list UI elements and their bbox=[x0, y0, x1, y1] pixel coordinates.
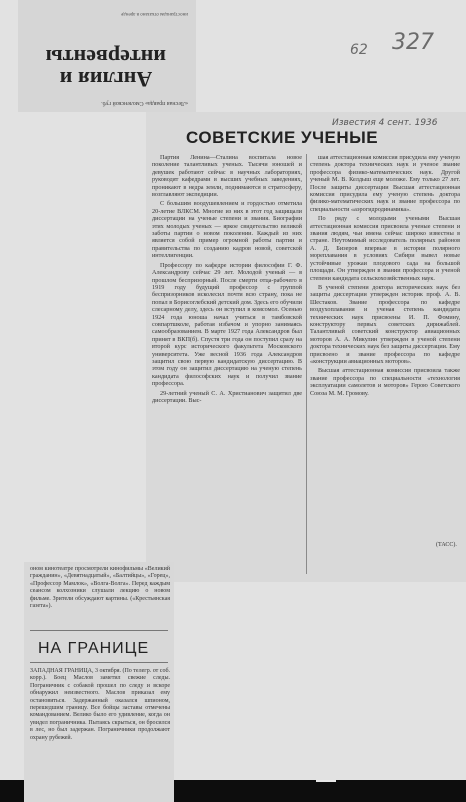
scan-mark bbox=[316, 780, 336, 782]
clipping-bottom bbox=[24, 562, 174, 802]
handwritten-mark-left: 62 bbox=[350, 42, 368, 58]
divider bbox=[30, 662, 168, 663]
paragraph: По ряду с молодыми учеными Высшая аттестационная комиссия присвоила ученые степени и звания людям, чьи имена сейчас широко известны в стране. Неутомимый исследователь полярных районов А. Д. Бизеров впервые в истории полярного мореплавания в условиях Сибири вывел новые устойчивые урожаи плодового сада на большой площади. Он утвержден в звании профессора и ученой степени кандидата сельскохозяйственных наук. bbox=[310, 215, 460, 282]
article-signature: (ТАСС). bbox=[436, 542, 457, 548]
clipping-top-upside-down bbox=[18, 0, 196, 112]
article-title: СОВЕТСКИЕ УЧЕНЫЕ bbox=[186, 128, 379, 147]
article-column-2 bbox=[310, 154, 460, 399]
paragraph: Профессору по кафедре истории философии Г. Ф. Александрову сейчас 29 лет. Молодой ученый — в прошлом беспризорный. После смерти отца-рабочего в 1919 году будущий профессор с группой беспризорников исколесил почти всю страну, пока не попал в Борисоглебский детский дом. Здесь его обучили слесарному делу, здесь он вступил в комсомол. Осенью 1924 года юноша начал учиться в тамбовской совпартшколе, работая избачом и упорно занимаясь самообразованием. В марте 1927 года Александров был принят в ВКП(б). Спустя три года он поступил сразу на второй курс исторического факультета Московского университета. Уже весной 1936 года Александров защитил свою первую кандидатскую диссертацию. В этом году он защитил диссертацию на ученую степень кандидата философских наук и получил звание профессора. bbox=[152, 261, 302, 388]
clipping-footer-line: иностранцам отказано в аренде bbox=[121, 11, 188, 16]
paragraph: Высшая аттестационная комиссия присвоила также звание профессора по специальности «технология эксплуатации самолетов и моторов» Герою Советского Союза М. М. Громову. bbox=[310, 367, 460, 397]
paragraph: шая аттестационная комиссия присудила ему ученую степень доктора технических наук и ученое звание профессора физико-математических наук. Другой ученый М. В. Келдыш еще моложе. Ему только 27 лет. После защиты диссертации Высшая аттестационная комиссия присудила ему ученую степень доктора физико-математических наук и звание профессора по специальности «аэрогидродинамика». bbox=[310, 154, 460, 213]
main-article bbox=[146, 112, 466, 582]
handwritten-mark-right: 327 bbox=[392, 30, 434, 55]
clipping-heading: Англия и интервенты bbox=[45, 45, 166, 92]
clipping-top-text: оном кинотеатре просмотрели кинофильмы «Великий гражданин», «Девятнадцатый», «Балтийцы», «Горец», «Профессор Мамлок», «Волга-Волга». Перед каждым сеансом колхозники слушали лекцию о новом фильме. Зрители обсуждают картины. («Крестьянская газета»). bbox=[30, 566, 170, 610]
divider bbox=[30, 630, 168, 631]
paragraph: 29-летний ученый С. А. Христианович защитил две диссертации. Выс- bbox=[152, 389, 302, 404]
clipping-body: ЗАПАДНАЯ ГРАНИЦА, 3 октября. (По телегр. от соб. корр.). Боец Маслов заметил свежие следы. Пограничник с собакой прошел по следу и вскоре обнаружил неизвестного. Маслов приказал ему остановиться. Задержанный оказался шпионом, перешедшим границу. Все бойцы заставы отмечены командованием. Велико было его удивление, когда он увидел пограничника. Пытаясь скрыться, он бросился в лес, но был задержан. Пограничники продолжают охрану рубежей. bbox=[30, 668, 170, 741]
paragraph: Партия Ленина—Сталина воспитала новое поколение талантливых ученых. Тысячи юношей и девушек работают сейчас в научных лабораториях, руководят кафедрами в высших учебных заведениях, проникают в недра земли, поднимаются в стратосферу, возглавляют экспедиции. bbox=[152, 154, 302, 199]
paragraph: С большим воодушевлением и гордостью отметила 20-летие ВЛКСМ. Многие из них в этот год защищали диссертации на ученые степени и звания. Биографии этих молодых ученых — яркое свидетельство великой заботы партии о новом поколении. Каждый из них является собой пример огромной работы партии и правительства по созданию кадров новой, советской интеллигенции. bbox=[152, 200, 302, 260]
article-date: Известия 4 сент. 1936 bbox=[332, 118, 438, 128]
clipping-masthead: «Лесная правда» Смоленской губ. bbox=[101, 100, 188, 106]
paragraph: В ученой степени доктора исторических наук без защиты диссертации утвержден историк проф. А. В. Шестаков. Звание профессора по кафедре воздухоплавания и ученая степень кандидата технических наук присвоены И. П. Фомину, конструктору первых советских дирижаблей. Талантливый советский конструктор авиационных моторов А. А. Микулин утвержден в ученой степени доктора технических наук без защиты диссертации. Ему присвоено и звание профессора по кафедре «конструкции авиационных моторов». bbox=[310, 283, 460, 365]
column-divider bbox=[306, 154, 307, 574]
article-column-1 bbox=[152, 154, 302, 406]
clipping-heading-border: НА ГРАНИЦЕ bbox=[38, 640, 150, 657]
